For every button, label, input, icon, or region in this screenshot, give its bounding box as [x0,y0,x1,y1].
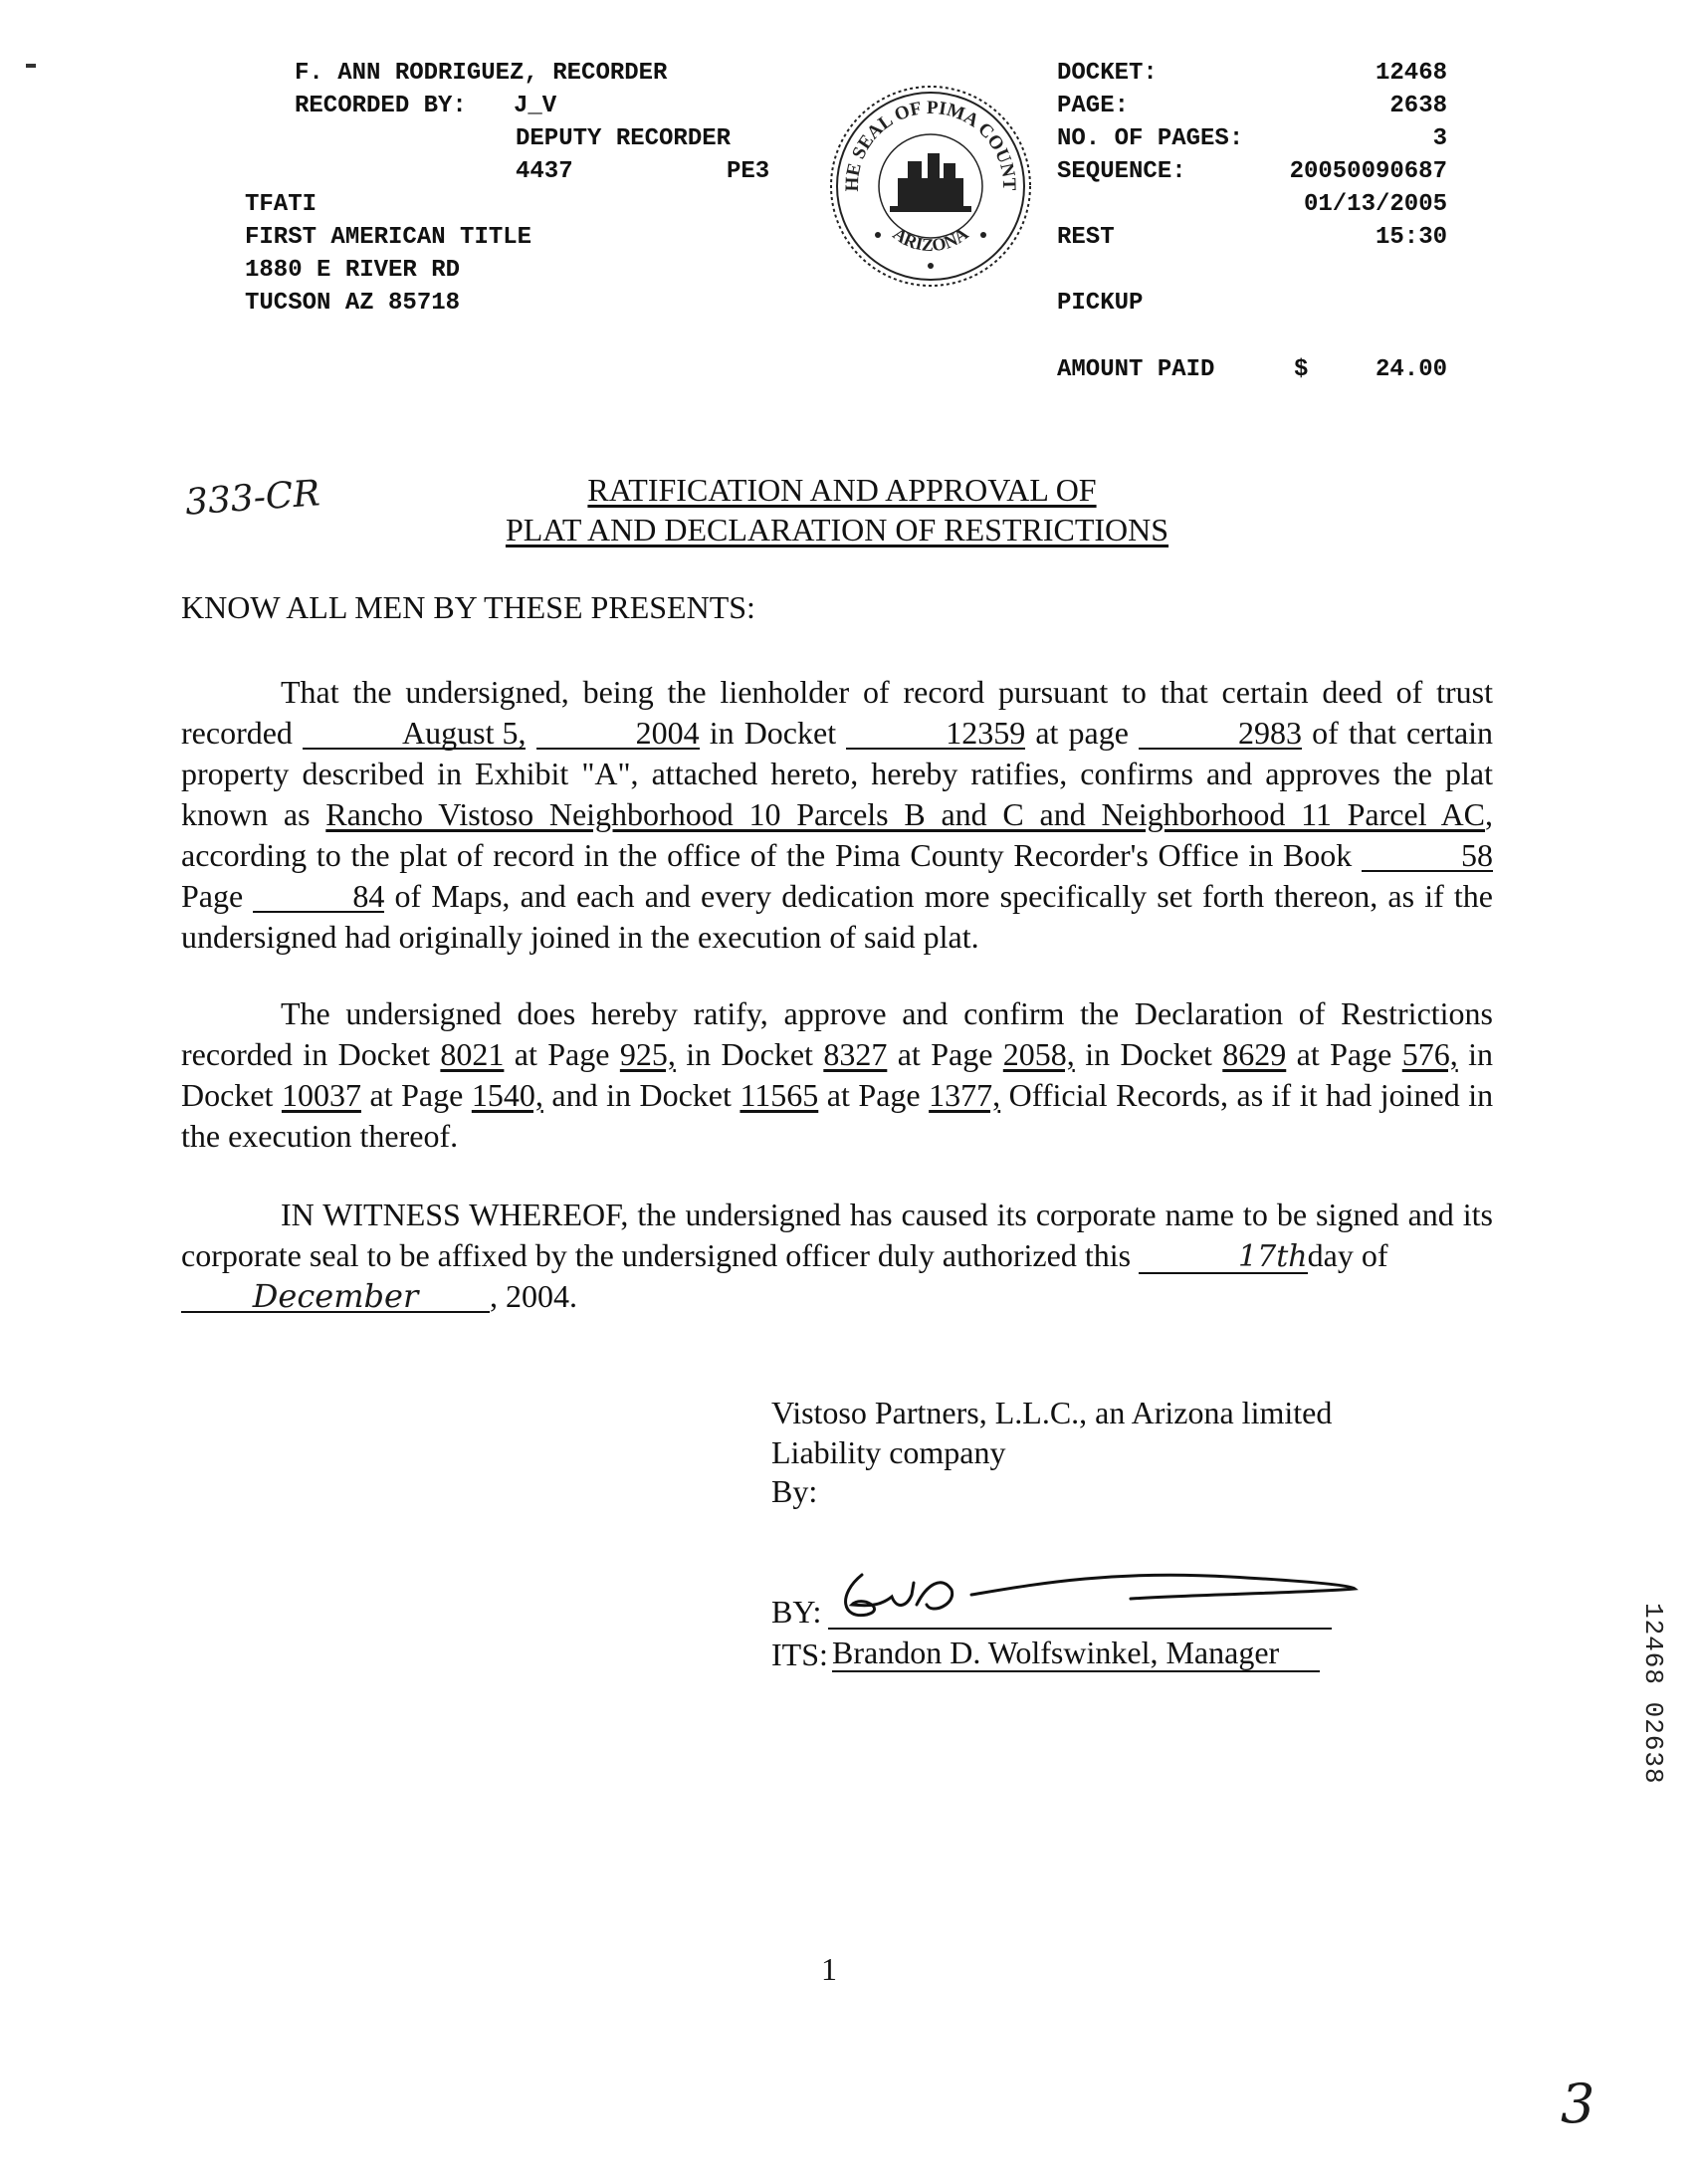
p1-plat-name: Rancho Vistoso Neighborhood 10 Parcels B and C and Neighborhood 11 Parcel AC [325,796,1486,832]
p2-ref-4-page: 1540, [471,1077,543,1113]
p1-text-e: , according to the plat of record in the office of the Pima County Recorder's Office in Book [181,796,1494,873]
by-label-2: BY: [771,1594,822,1630]
seal-bottom-text: ARIZONA [889,223,972,256]
recorded-by-value: J_V [514,93,557,119]
handwritten-margin-note: 333-CR [183,473,321,524]
p2-ref-2-page: 2058, [1002,1036,1075,1072]
recording-time: 15:30 [1375,224,1447,251]
p1-book-page: 84 [253,881,384,913]
recorded-by-label: RECORDED BY: [295,93,467,119]
amount-label: AMOUNT PAID [1057,356,1215,383]
scan-mark [26,64,36,68]
sequence-label: SEQUENCE: [1057,158,1186,185]
recorder-code-2: PE3 [727,158,770,185]
p2-in-docket-2: in Docket [686,1036,813,1072]
docket-label: DOCKET: [1057,60,1158,87]
p2-at-page-3: at Page [1296,1036,1392,1072]
p1-date-month: August 5, [303,718,526,750]
document-title-line-2: PLAT AND DECLARATION OF RESTRICTIONS [505,512,1169,547]
amount-currency: $ [1294,356,1309,383]
p1-text-f: Page [181,878,244,914]
company-line-1: Vistoso Partners, L.L.C., an Arizona limited [771,1395,1333,1430]
intro-heading: KNOW ALL MEN BY THESE PRESENTS: [181,589,755,625]
signature-scribble [832,1565,1360,1635]
p2-ref-5-docket: 11565 [740,1077,819,1113]
p2-text-end: Official Records, as if it had joined in the execution thereof. [181,1077,1494,1154]
p1-date-year: 2004 [536,718,700,750]
county-seal [828,84,1033,289]
p1-text-c: at page [1035,715,1129,751]
p2-ref-5-page: 1377, [929,1077,1001,1113]
p2-and-in-docket: and in Docket [551,1077,732,1113]
its-label: ITS: [771,1637,828,1672]
p2-ref-3-docket: 8629 [1222,1036,1287,1072]
page-number: 1 [821,1951,837,1987]
paragraph-witness [181,1195,1493,1317]
return-line-4: TUCSON AZ 85718 [245,290,461,317]
seal-top-text: HE SEAL OF PIMA COUNT [841,97,1020,192]
return-line-2: FIRST AMERICAN TITLE [245,224,532,251]
handwritten-corner-number: 3 [1561,2073,1595,2135]
p2-ref-2-docket: 8327 [823,1036,888,1072]
pages-value: 3 [1432,125,1447,152]
p1-text-a: That the undersigned, being the lienholder of record pursuant to that certain deed of trust recorded [181,674,1493,751]
p2-at-page-1: at Page [514,1036,610,1072]
p2-ref-1-page: 925, [619,1036,676,1072]
recording-date: 01/13/2005 [1303,191,1447,218]
pickup-label: PICKUP [1057,290,1144,317]
handwritten-month: December [181,1281,490,1313]
margin-docket-stamp [1638,1603,1678,1881]
return-line-1: TFATI [245,191,318,218]
p3-year: , 2004. [490,1278,577,1314]
page-value: 2638 [1389,93,1447,119]
sequence-value: 20050090687 [1289,158,1447,185]
p2-ref-1-docket: 8021 [440,1036,505,1072]
margin-stamp-text: 12468 02638 [1638,1603,1668,1785]
document-title-line-1: RATIFICATION AND APPROVAL OF [587,472,1097,508]
p3-text-b: day of [1307,1237,1388,1273]
p1-page: 2983 [1139,718,1302,750]
p1-book: 58 [1362,840,1493,872]
paragraph-declaration [181,993,1493,1157]
amount-value: 24.00 [1375,356,1447,383]
seal-building-icon [890,153,971,212]
docket-value: 12468 [1375,60,1447,87]
return-line-3: 1880 E RIVER RD [245,257,461,284]
p2-ref-4-docket: 10037 [281,1077,361,1113]
svg-text:ARIZONA [890,223,972,255]
p2-at-page-2: at Page [897,1036,993,1072]
recorder-name: F. ANN RODRIGUEZ, RECORDER [295,60,668,87]
its-value: Brandon D. Wolfswinkel, Manager [832,1635,1320,1672]
p2-in-docket-4: in Docket [181,1036,1494,1113]
deputy-recorder: DEPUTY RECORDER [516,125,732,152]
p1-text-g: of Maps, and each and every dedication more specifically set forth thereon, as if the undersigned had originally joined in the execution of said plat. [181,878,1494,955]
p1-text-b: in Docket [709,715,837,751]
p2-in-docket-3: in Docket [1085,1036,1212,1072]
p2-at-page-4: at Page [369,1077,464,1113]
p2-text-a: The undersigned does hereby ratify, approve and confirm the Declaration of Restrictions recorded in Docket [181,995,1493,1072]
p1-docket: 12359 [846,718,1025,750]
recorder-code-1: 4437 [516,158,573,185]
by-label-1: By: [771,1473,818,1509]
p3-text-a: IN WITNESS WHEREOF, the undersigned has caused its corporate name to be signed and its corporate seal to be affixed by the undersigned officer duly authorized this [181,1197,1493,1273]
rest-label: REST [1057,224,1115,251]
paragraph-ratification [181,672,1493,958]
page-label: PAGE: [1057,93,1130,119]
handwritten-day: 17th [1139,1242,1308,1274]
company-line-2: Liability company [771,1434,1006,1470]
pages-label: NO. OF PAGES: [1057,125,1244,152]
p2-ref-3-page: 576, [1401,1036,1458,1072]
p2-at-page-5: at Page [826,1077,921,1113]
svg-text:THE SEAL OF PIMA COUNTY [828,84,1019,192]
p1-text-d: of that certain property described in Exhibit "A", attached hereto, hereby ratifies, confirms and approves the plat known as [181,715,1494,832]
